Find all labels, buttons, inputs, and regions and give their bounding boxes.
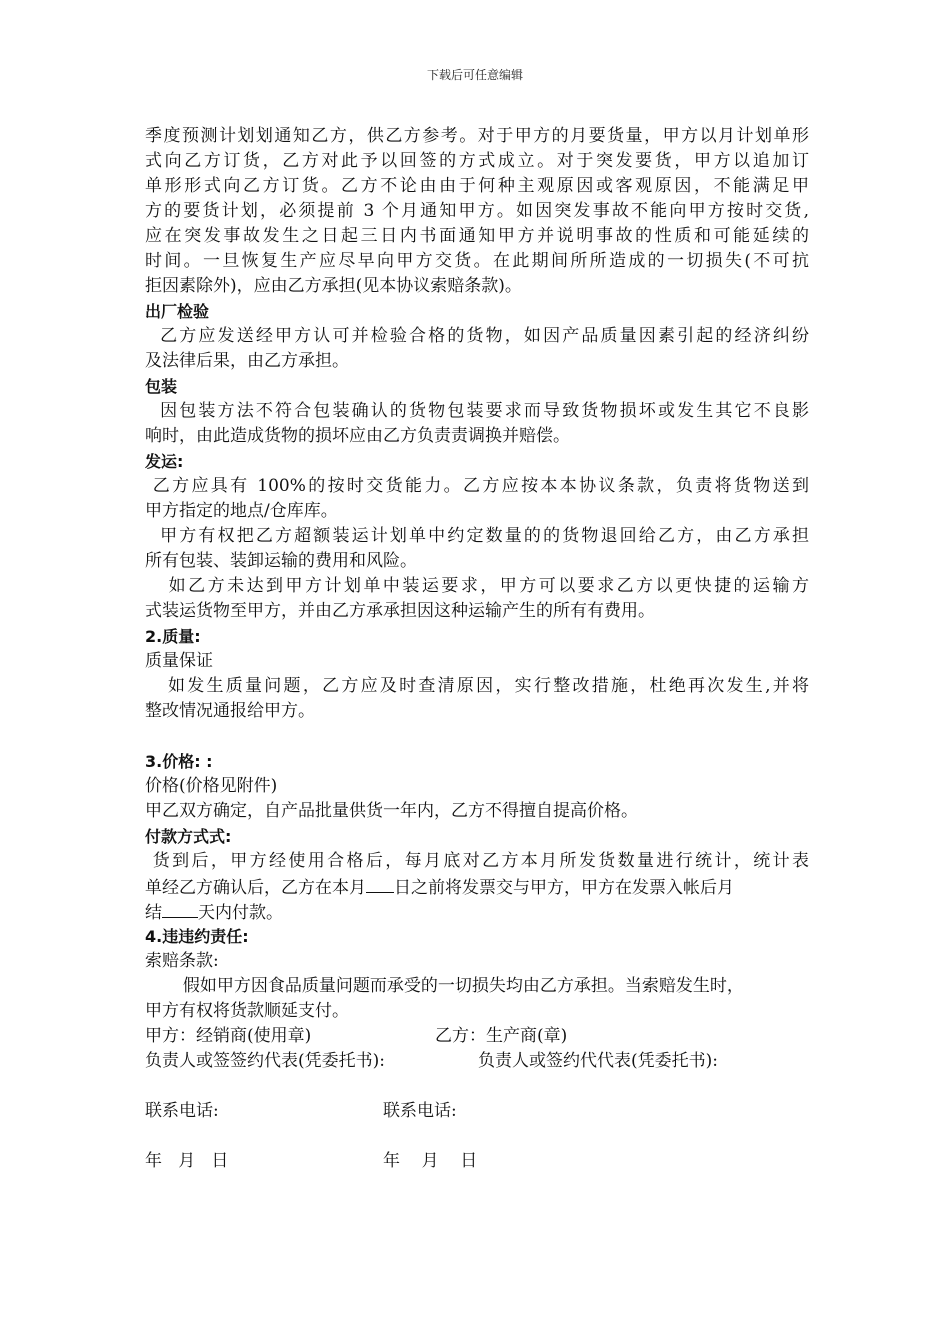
paragraph-line: 如发生质量问题，乙方应及时查清原因，实行整改措施，杜绝再次发生,并将: [145, 676, 809, 696]
phone-b-label: 联系电话:: [383, 1101, 457, 1121]
paragraph-line: 整改情况通报给甲方。: [145, 701, 315, 721]
paragraph-line: 式装运货物至甲方，并由乙方承承担因这种运输产生的所有有费用。: [145, 601, 655, 621]
paragraph-line: 所有包装、装卸运输的费用和风险。: [145, 551, 417, 571]
paragraph-line: [145, 874, 825, 899]
rep-a-label: 负责人或签签约代表(凭委托书):: [145, 1051, 385, 1071]
paragraph-line: 假如甲方因食品质量问题而承受的一切损失均由乙方承担。当索赔发生时，: [145, 976, 744, 996]
spacer: [145, 1124, 825, 1149]
subsection-heading: 价格(价格见附件): [145, 776, 278, 796]
section-heading: 付款方式式:: [145, 827, 232, 846]
phone-row: [145, 1099, 825, 1124]
party-a-label: 甲方：经销商(使用章): [145, 1026, 312, 1046]
payment-text: 日之前将发票交与甲方，甲方在发票入帐后月: [394, 878, 734, 898]
subsection-heading: 质量保证: [145, 651, 213, 671]
paragraph-line: 季度预测计划划通知乙方，供乙方参考。对于甲方的月要货量，甲方以月计划单形: [145, 126, 809, 146]
blank-days-field: [162, 899, 198, 918]
date-b-label: 年 月 日: [383, 1151, 478, 1171]
subsection-heading: 索赔条款:: [145, 951, 219, 971]
phone-a-label: 联系电话:: [145, 1101, 219, 1121]
inspection-section: [145, 299, 825, 374]
paragraph-line: 时间。一旦恢复生产应尽早向甲方交货。在此期间所所造成的一切损失(不可抗: [145, 251, 809, 271]
representative-row: [145, 1049, 825, 1074]
payment-section: [145, 824, 825, 924]
quality-section: [145, 624, 825, 724]
price-section: [145, 749, 825, 824]
payment-text: 结: [145, 903, 162, 923]
party-b-label: 乙方：生产商(章): [435, 1026, 568, 1046]
paragraph-line: 单形形式向乙方订货。乙方不论由由于何种主观原因或客观原因，不能满足甲: [145, 176, 809, 196]
document-body: [145, 124, 825, 1174]
delivery-paragraph: [145, 124, 825, 299]
paragraph-line: 乙方应具有 100%的按时交货能力。乙方应按本本协议条款，负责将货物送到: [145, 476, 809, 496]
header-note: 下载后可任意编辑: [426, 68, 523, 82]
shipping-section: [145, 449, 825, 624]
section-heading: 发运:: [145, 452, 184, 471]
paragraph-line: [145, 899, 825, 924]
spacer: [145, 724, 825, 749]
section-heading: 2.质量:: [145, 627, 201, 646]
paragraph-line: 方的要货计划，必须提前 3 个月通知甲方。如因突发事故不能向甲方按时交货,: [145, 201, 809, 221]
breach-section: [145, 924, 825, 1024]
payment-text: 单经乙方确认后，乙方在本月: [145, 878, 366, 898]
section-heading: 出厂检验: [145, 302, 210, 321]
paragraph-line: 及法律后果，由乙方承担。: [145, 351, 349, 371]
paragraph-line: 应在突发事故发生之日起三日内书面通知甲方并说明事故的性质和可能延续的: [145, 226, 809, 246]
paragraph-line: 甲乙双方确定，自产品批量供货一年内，乙方不得擅自提高价格。: [145, 801, 638, 821]
rep-b-label: 负责人或签约代代表(凭委托书):: [478, 1051, 718, 1071]
party-row: [145, 1024, 825, 1049]
paragraph-line: 甲方有权把乙方超额装运计划单中约定数量的的货物退回给乙方，由乙方承担: [145, 526, 809, 546]
payment-text: 天内付款。: [198, 903, 283, 923]
paragraph-line: 如乙方未达到甲方计划单中装运要求，甲方可以要求乙方以更快捷的运输方: [145, 576, 809, 596]
section-heading: 3.价格: :: [145, 752, 213, 771]
spacer: [145, 1074, 825, 1099]
section-heading: 4.违违约责任:: [145, 927, 249, 946]
paragraph-line: 响时，由此造成货物的损坏应由乙方负责责调换并赔偿。: [145, 426, 570, 446]
date-row: [145, 1149, 825, 1174]
section-heading: 包装: [145, 377, 178, 396]
paragraph-line: 甲方指定的地点/仓库库。: [145, 501, 338, 521]
packaging-section: [145, 374, 825, 449]
blank-day-field: [366, 874, 394, 893]
paragraph-line: 式向乙方订货，乙方对此予以回签的方式成立。对于突发要货，甲方以追加订: [145, 151, 809, 171]
paragraph-line: 拒因素除外)，应由乙方承担(见本协议索赔条款)。: [145, 276, 522, 296]
date-a-label: 年 月 日: [145, 1151, 229, 1171]
paragraph-line: 乙方应发送经甲方认可并检验合格的货物，如因产品质量因素引起的经济纠纷: [145, 326, 809, 346]
signature-block: [145, 1024, 825, 1174]
paragraph-line: 货到后，甲方经使用合格后，每月底对乙方本月所发货数量进行统计，统计表: [145, 851, 809, 871]
paragraph-line: 因包装方法不符合包装确认的货物包装要求而导致货物损坏或发生其它不良影: [145, 401, 809, 421]
paragraph-line: 甲方有权将货款顺延支付。: [145, 1001, 349, 1021]
